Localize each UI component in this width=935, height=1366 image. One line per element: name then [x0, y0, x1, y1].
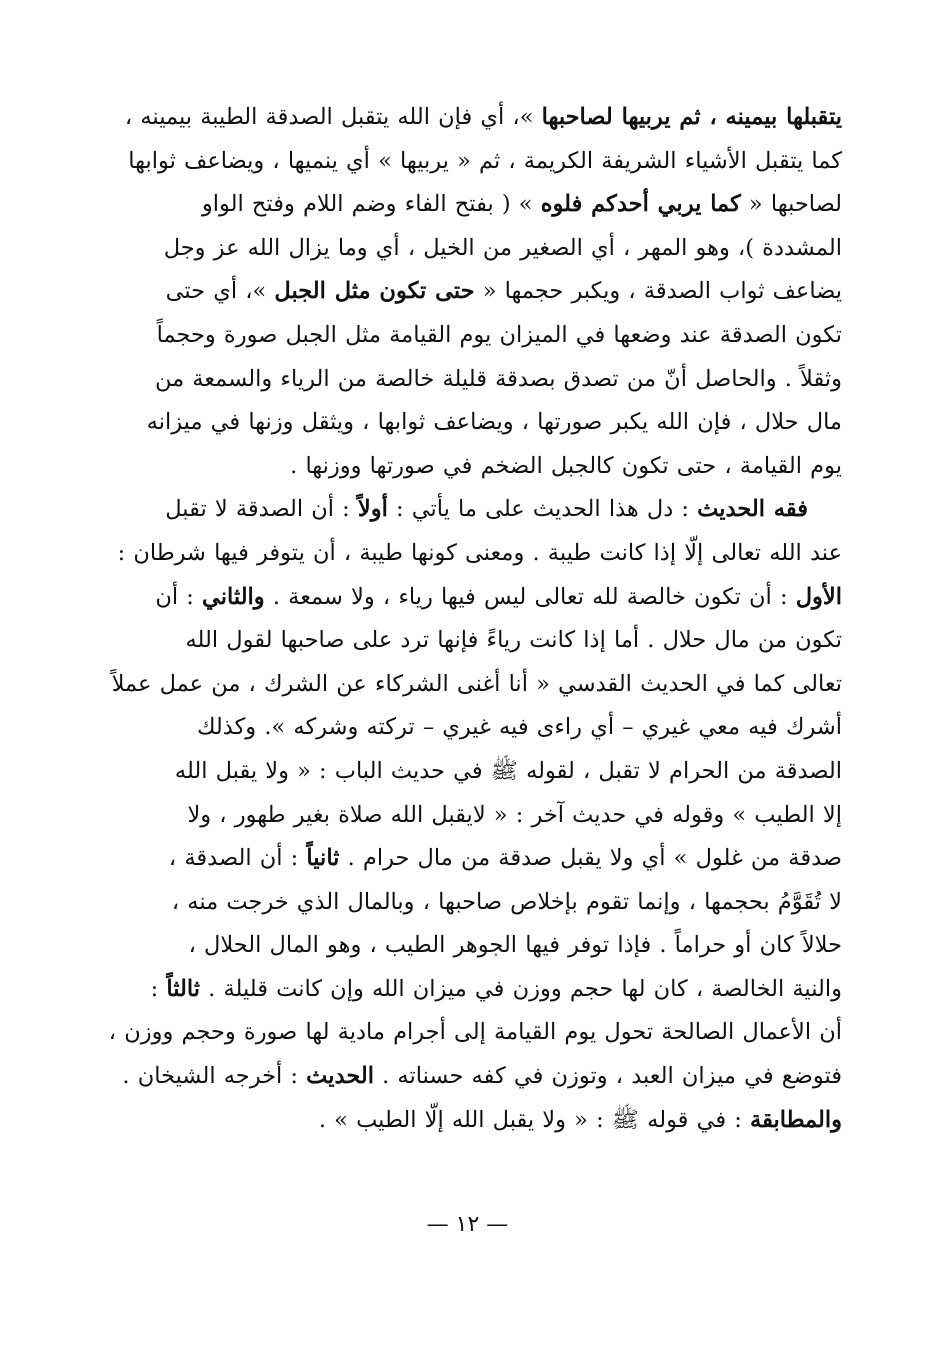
bold-phrase: والمطابقة — [750, 1106, 842, 1133]
text-segment: صدقة من غلول » أي ولا يقبل صدقة من مال حرام . — [339, 845, 842, 872]
text-line — [90, 968, 842, 1012]
text-line — [90, 96, 842, 140]
text-segment: تكون من مال حلال . أما إذا كانت رياءً فإنها ترد على صاحبها لقول الله — [185, 627, 842, 654]
text-segment: : أن — [155, 583, 203, 610]
text-line — [90, 270, 842, 314]
text-segment: لا تُقَوَّمُ بحجمها ، وإنما تقوم بإخلاص صاحبها ، وبالمال الذي خرجت منه ، — [171, 888, 842, 915]
text-segment: فتوضع في ميزان العبد ، وتوزن في كفه حسناته . — [373, 1063, 842, 1090]
text-segment: تكون الصدقة عند وضعها في الميزان يوم القيامة مثل الجبل صورة وحجماً — [156, 321, 842, 348]
text-line — [90, 663, 842, 707]
text-line — [90, 1011, 842, 1055]
body-text — [90, 96, 842, 1142]
text-segment: كما يتقبل الأشياء الشريفة الكريمة ، ثم « يربيها » أي ينميها ، ويضاعف ثوابها — [128, 147, 842, 174]
bold-phrase: كما يربي أحدكم فلوه — [540, 191, 741, 218]
text-segment: »، أي حتى — [165, 278, 275, 305]
text-segment: : أن تكون خالصة لله تعالى ليس فيها رياء ، ولا سمعة . — [264, 583, 796, 610]
text-segment: يوم القيامة ، حتى تكون كالجبل الضخم في صورتها ووزنها . — [290, 452, 842, 479]
text-segment: يضاعف ثواب الصدقة ، ويكبر حجمها « — [474, 278, 842, 305]
bold-phrase: والثاني — [202, 583, 265, 610]
text-line — [90, 401, 842, 445]
text-segment: : — [150, 975, 167, 1002]
text-segment: حلالاً كان أو حراماً . فإذا توفر فيها الجوهر الطيب ، وهو المال الحلال ، — [188, 932, 842, 959]
bold-phrase: الأول — [795, 583, 842, 610]
text-line — [90, 183, 842, 227]
text-segment: لصاحبها « — [740, 191, 842, 218]
text-segment: وثقلاً . والحاصل أنّ من تصدق بصدقة قليلة خالصة من الرياء والسمعة من — [154, 365, 842, 392]
text-segment: الصدقة من الحرام لا تقبل ، لقوله ﷺ في حديث الباب : « ولا يقبل الله — [174, 757, 842, 784]
text-line — [90, 837, 842, 881]
text-line — [90, 619, 842, 663]
bold-phrase: يتقبلها بيمينه ، ثم يربيها لصاحبها — [541, 104, 842, 130]
text-segment: » ( بفتح الفاء وضم اللام وفتح الواو — [201, 191, 541, 218]
text-line — [90, 750, 842, 794]
text-line — [90, 794, 842, 838]
text-segment: أشرك فيه معي غيري – أي راءى فيه غيري – تركته وشركه ». وكذلك — [196, 714, 842, 741]
text-segment: : دل هذا الحديث على ما يأتي : — [387, 496, 698, 523]
text-segment: : في قوله ﷺ : « ولا يقبل الله إلّا الطيب » . — [318, 1106, 750, 1133]
text-line — [90, 314, 842, 358]
text-segment: عند الله تعالى إلّا إذا كانت طيبة . ومعنى كونها طيبة ، أن يتوفر فيها شرطان : — [117, 539, 842, 566]
bold-phrase: ثالثاً — [166, 975, 200, 1002]
text-segment: مال حلال ، فإن الله يكبر صورتها ، ويضاعف ثوابها ، ويثقل وزنها في ميزانه — [146, 409, 842, 436]
text-line — [90, 227, 842, 271]
text-line — [90, 140, 842, 184]
text-segment: : أن الصدقة ، — [168, 845, 307, 872]
text-line — [90, 576, 842, 620]
text-line — [90, 532, 842, 576]
text-line — [90, 881, 842, 925]
bold-phrase: ثانياً — [306, 845, 340, 872]
text-segment: »، أي فإن الله يتقبل الصدقة الطيبة بيمينه ، — [124, 104, 542, 130]
text-line — [90, 358, 842, 402]
text-line — [90, 706, 842, 750]
bold-phrase: أولاً — [357, 496, 388, 523]
text-line — [90, 488, 842, 532]
text-segment: أن الأعمال الصالحة تحول يوم القيامة إلى أجرام مادية لها صورة وحجم ووزن ، — [108, 1019, 842, 1046]
bold-phrase: الحديث — [306, 1063, 374, 1090]
text-segment: : أخرجه الشيخان . — [122, 1063, 307, 1090]
text-line — [90, 1099, 842, 1143]
text-segment: إلا الطيب » وقوله في حديث آخر : « لايقبل الله صلاة بغير طهور ، ولا — [187, 801, 842, 828]
bold-phrase: فقه الحديث — [697, 496, 808, 523]
text-line — [90, 924, 842, 968]
text-segment: والنية الخالصة ، كان لها حجم ووزن في ميزان الله وإن كانت قليلة . — [199, 975, 842, 1002]
text-segment: : أن الصدقة لا تقبل — [165, 496, 358, 523]
text-line — [90, 445, 842, 489]
bold-phrase: حتى تكون مثل الجبل — [274, 278, 475, 305]
text-line — [90, 1055, 842, 1099]
page-number: — ١٢ — — [426, 1212, 509, 1237]
text-segment: المشددة )، وهو المهر ، أي الصغير من الخيل ، أي وما يزال الله عز وجل — [163, 234, 842, 261]
text-segment: تعالى كما في الحديث القدسي « أنا أغنى الشركاء عن الشرك ، من عمل عملاً — [111, 670, 842, 697]
